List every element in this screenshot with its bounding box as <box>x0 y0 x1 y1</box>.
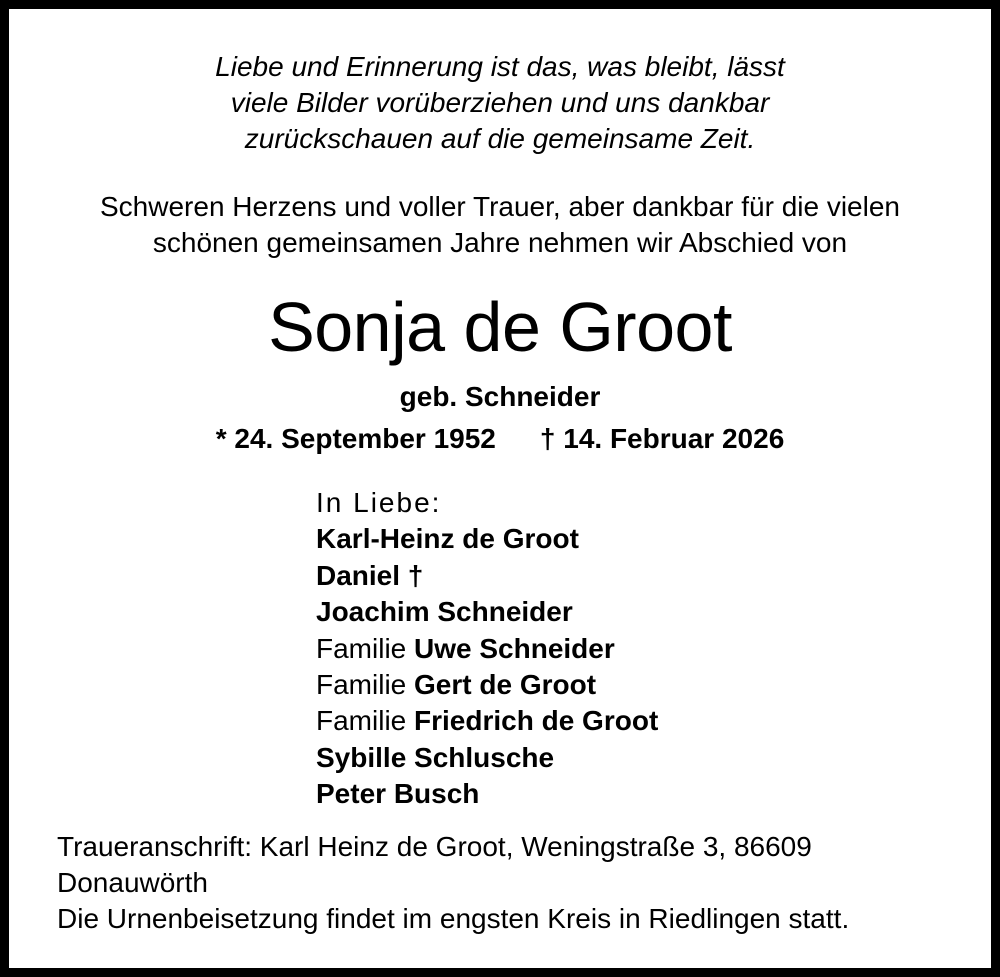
motto-line: Liebe und Erinnerung ist das, was bleibt, lässt <box>215 51 785 82</box>
birth-date: * 24. September 1952 <box>215 423 496 454</box>
burial-note: Die Urnenbeisetzung findet im engsten Kreis in Riedlingen statt. <box>57 903 850 934</box>
mourner-prefix: Familie <box>316 632 415 664</box>
mourner-name: Friedrich de Groot <box>414 705 659 737</box>
mourner-line <box>316 776 876 812</box>
mourner-line <box>316 558 876 594</box>
mourner-name: Gert de Groot <box>414 669 597 701</box>
mourners-heading: In Liebe: <box>316 487 442 518</box>
footer-info <box>57 829 957 937</box>
motto-quote <box>9 49 991 157</box>
deceased-name: Sonja de Groot <box>268 288 732 366</box>
death-date: † 14. Februar 2026 <box>539 423 785 454</box>
mourner-line <box>316 521 876 557</box>
intro-text <box>9 189 991 261</box>
mourner-line <box>316 594 876 630</box>
motto-line: viele Bilder vorüberziehen und uns dankbar <box>230 87 770 118</box>
mourner-line <box>316 703 876 739</box>
mourner-name: Sybille Schlusche <box>316 741 555 773</box>
birth-name: geb. Schneider <box>399 381 601 412</box>
mourner-name: Joachim Schneider <box>316 596 573 628</box>
mourner-line <box>316 667 876 703</box>
mourners-list <box>316 485 876 813</box>
mourner-name: Daniel † <box>316 559 424 591</box>
intro-line: schönen gemeinsamen Jahre nehmen wir Abschied von <box>152 227 848 258</box>
mourner-name: Peter Busch <box>316 778 480 810</box>
mourning-address: Traueranschrift: Karl Heinz de Groot, Weningstraße 3, 86609 <box>57 831 812 862</box>
mourner-name: Karl-Heinz de Groot <box>316 523 579 555</box>
intro-line: Schweren Herzens und voller Trauer, aber dankbar für die vielen <box>100 191 900 222</box>
mourning-address-city: Donauwörth <box>57 867 208 898</box>
mourner-prefix: Familie <box>316 705 415 737</box>
life-dates <box>9 421 991 457</box>
mourner-name: Uwe Schneider <box>414 632 615 664</box>
mourner-prefix: Familie <box>316 669 415 701</box>
mourner-line <box>316 631 876 667</box>
motto-line: zurückschauen auf die gemeinsame Zeit. <box>244 123 756 154</box>
mourner-line <box>316 740 876 776</box>
